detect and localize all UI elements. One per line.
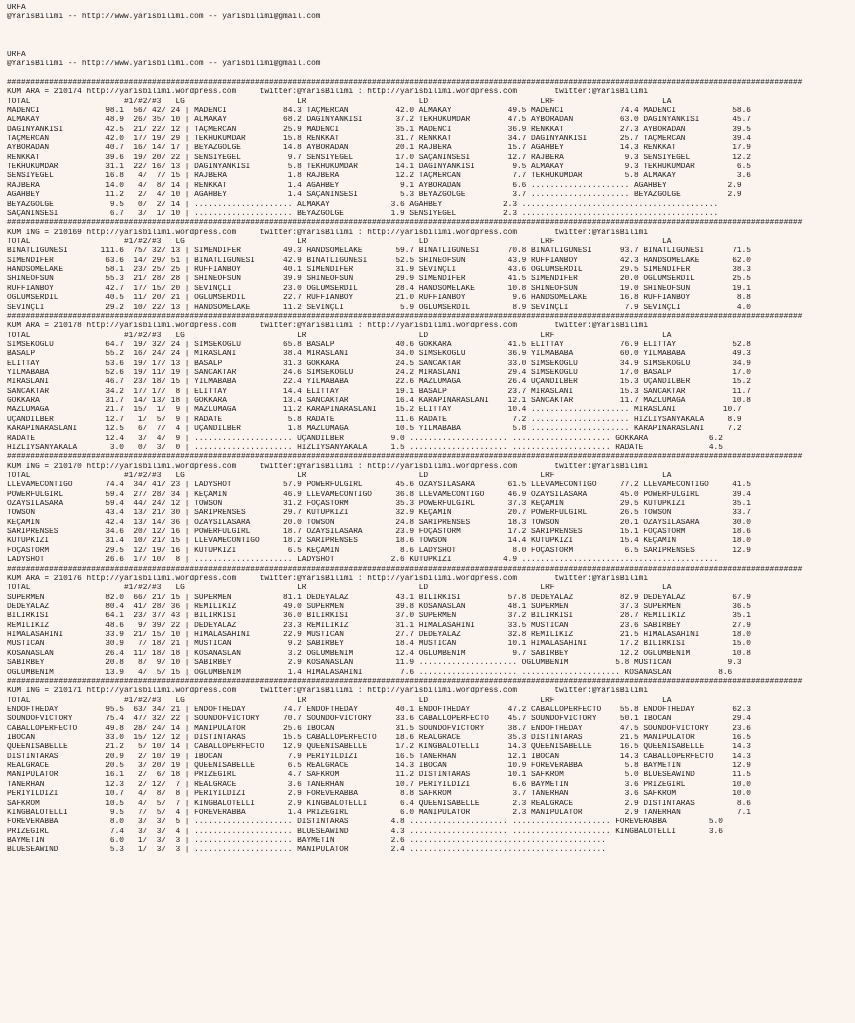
text-line: TOTAL #1/#2/#3 LG LR LD LRF LA — [7, 237, 672, 246]
text-line: FOREVERABBA 8.0 3/ 3/ 5 | ..................... DISTINTARAS 4.8 ..................... ..................... FOREVERABBA 5.0 — [7, 818, 723, 827]
text-line: SABIRBEY 20.8 8/ 9/ 10 | SABIRBEY 2.9 KOSANASLAN 11.9 ..................... OGLUMBENIM 5.8 MUSTICAN 9.3 — [7, 659, 742, 668]
text-line: LADYSHOT 26.6 17/ 10/ 8 | ..................... LADYSHOT 2.6 KUTUPKIZI 4.9 .......................................... — [7, 556, 719, 565]
text-line: ########################################################################################################################################################################## — [7, 312, 803, 321]
text-line: RENKKAT 39.6 19/ 20/ 22 | SENSIYEGEL 9.7 SENSIYEGEL 17.0 SAÇANINSESI 12.7 RAJBERA 9.3 SENSIYEGEL 12.2 — [7, 153, 751, 162]
text-line: ÖZAYSILASARA 59.4 44/ 24/ 12 | TOWSON 31.2 FOÇASTORM 35.3 POWERFULGIRL 37.3 KEÇAMIN 29.5 KUTUPKIZI 35.1 — [7, 500, 751, 509]
text-line: SOUNDOFVICTORY 75.4 47/ 32/ 22 | SOUNDOFVICTORY 70.7 SOUNDOFVICTORY 33.6 CABALLOPERFECTO 45.7 SOUNDOFVICTORY 50.1 IBOCAN 29.4 — [7, 715, 751, 724]
text-line: ########################################################################################################################################################################## — [7, 219, 803, 228]
text-line: SAFKROM 10.5 4/ 5/ 7 | KINGBALOTELLI 2.9 KINGBALOTELLI 6.4 QUEENISABELLE 2.3 REALGRACE 2.9 DISTINTARAS 8.6 — [7, 799, 751, 808]
text-line: MADENCI 98.1 56/ 42/ 24 | MADENCI 84.3 TAÇMERCAN 42.0 ALMAKAY 49.5 MADENCI 74.4 MADENCI 58.6 — [7, 106, 751, 115]
text-line: MANIPÜLATÖR 16.1 2/ 6/ 18 | PRIZEGIRL 4.7 SAFKROM 11.2 DISTINTARAS 10.1 SAFKROM 5.0 BLUESEAWIND 11.5 — [7, 771, 751, 780]
text-line: POWERFULGIRL 59.4 27/ 28/ 34 | KEÇAMIN 46.9 LLEVAMECONTIGO 36.8 LLEVAMECONTIGO 46.9 ÖZAYSILASARA 45.0 POWERFULGIRL 39.4 — [7, 490, 751, 499]
text-line: PERIYILDIZI 10.7 4/ 8/ 8 | PERIYILDIZI 2.9 FOREVERABBA 8.8 SAFKROM 3.7 TANERHAN 3.6 SAFKROM 10.0 — [7, 790, 751, 799]
text-line: SHINEOFSUN 55.3 21/ 28/ 28 | SHINEOFSUN 39.9 SHINEOFSUN 29.9 SIMENDIFER 41.5 SIMENDIFER 20.0 OGLUMSERDIL 25.5 — [7, 275, 751, 284]
text-line: QUEENISABELLE 21.2 5/ 10/ 14 | CABALLOPERFECTO 12.9 QUEENISABELLE 17.2 KINGBALOTELLI 14.3 QUEENISABELLE 16.5 QUEENISABELLE 14.3 — [7, 743, 751, 752]
text-line: KUM ING = 210169 http://yarisbilimi.wordpress.com twitter:@YarisBilimi : http://yarisbilimi.wordpress.com twitter:@YarisBilimi — [7, 228, 649, 237]
text-line: URFA — [7, 50, 26, 59]
text-line: KUM ING = 210171 http://yarisbilimi.wordpress.com twitter:@YarisBilimi : http://yarisbilimi.wordpress.com twitter:@YarisBilimi — [7, 687, 649, 696]
text-line: ALMAKAY 48.9 26/ 35/ 10 | ALMAKAY 68.2 DAGINYANKISI 37.2 TEKHÜKÜMDAR 47.5 AYBORADAN 63.0 DAGINYANKISI 45.7 — [7, 116, 751, 125]
text-line — [7, 41, 855, 50]
text-line: BASALP 55.2 16/ 24/ 24 | MIRASLANI 38.4 MIRASLANI 34.0 SIMSEKOGLU 36.9 YILMABABA 60.0 YILMABABA 49.3 — [7, 350, 751, 359]
text-line: ########################################################################################################################################################################## — [7, 453, 803, 462]
text-line: MUSTICAN 30.9 7/ 18/ 21 | MUSTICAN 9.2 SABIRBEY 18.4 MUSTICAN 10.1 HIMALASAHINI 17.2 BILIRKISI 15.0 — [7, 640, 751, 649]
text-line: TEKHÜKÜMDAR 31.1 22/ 16/ 13 | DAGINYANKISI 5.8 TEKHÜKÜMDAR 14.1 DAGINYANKISI 9.5 ALMAKAY 9.3 TEKHÜKÜMDAR 6.5 — [7, 163, 751, 172]
text-line: HANDSOMELAKE 58.1 23/ 25/ 25 | RUFFIANBOY 40.1 SIMENDIFER 31.9 SEVINÇLI 43.6 OGLUMSERDIL 29.5 SIMENDIFER 38.3 — [7, 266, 751, 275]
text-line: REALGRACE 20.5 3/ 20/ 19 | QUEENISABELLE 6.5 REALGRACE 14.3 IBOCAN 10.9 FOREVERABBA 5.8 BAYMETIN 12.9 — [7, 762, 751, 771]
text-line: KUM ARA = 210178 http://yarisbilimi.wordpress.com twitter:@YarisBilimi : http://yarisbilimi.wordpress.com twitter:@YarisBilimi — [7, 322, 649, 331]
text-line: ELITTAY 53.6 19/ 17/ 13 | BASALP 31.3 GÖKKARA 24.5 SANCAKTAR 33.0 SIMSEKOGLU 34.9 SIMSEKOGLU 34.9 — [7, 359, 751, 368]
text-line: RAJBERA 14.0 4/ 8/ 14 | RENKKAT 1.4 AGAHBEY 9.1 AYBORADAN 6.6 ..................... AGAHBEY 2.9 — [7, 181, 742, 190]
text-line: TOWSON 43.4 13/ 21/ 30 | SARIPRENSES 29.7 KUTUPKIZI 32.9 KEÇAMIN 20.7 POWERFULGIRL 26.5 TOWSON 33.7 — [7, 509, 751, 518]
text-line: ########################################################################################################################################################################## — [7, 677, 803, 686]
text-line: AGAHBEY 11.2 2/ 4/ 10 | AGAHBEY 1.4 SAÇANINSESI 5.3 BEYAZGÖLGE 3.7 ..................... BEYAZGÖLGE 2.9 — [7, 191, 742, 200]
text-line: KUM ING = 210170 http://yarisbilimi.wordpress.com twitter:@YarisBilimi : http://yarisbilimi.wordpress.com twitter:@YarisBilimi — [7, 462, 649, 471]
text-line: BAYMETIN 6.0 1/ 3/ 3 | ..................... BAYMETIN 2.6 .......................................... — [7, 836, 606, 845]
text-line: DAGINYANKISI 42.5 21/ 22/ 12 | TAÇMERCAN 25.9 MADENCI 35.1 MADENCI 36.9 RENKKAT 27.3 AYBORADAN 39.5 — [7, 125, 751, 134]
text-line: TOTAL #1/#2/#3 LG LR LD LRF LA — [7, 696, 672, 705]
text-line: SEVINÇLI 29.2 10/ 22/ 13 | HANDSOMELAKE 11.2 SEVINÇLI 5.9 OGLUMSERDIL 8.9 SEVINÇLI 7.9 SEVINÇLI 4.0 — [7, 303, 751, 312]
text-line: TAÇMERCAN 42.0 17/ 19/ 29 | TEKHÜKÜMDAR 15.8 RENKKAT 31.7 RENKKAT 34.7 DAGINYANKISI 25.7 TAÇMERCAN 39.4 — [7, 135, 751, 144]
text-line: @YarisBilimi -- http://www.yarisbilimi.com -- yarisbilimi@gmail.com — [7, 60, 321, 69]
text-line: LLEVAMECONTIGO 74.4 34/ 41/ 23 | LADYSHOT 57.9 POWERFULGIRL 45.6 ÖZAYSILASARA 61.5 LLEVAMECONTIGO 77.2 LLEVAMECONTIGO 41.5 — [7, 481, 751, 490]
text-line: URFA — [7, 4, 26, 12]
text-line — [7, 70, 855, 79]
text-line: KOSANASLAN 26.4 11/ 18/ 18 | KOSANASLAN 3.2 OGLUMBENIM 12.4 OGLUMBENIM 9.7 SABIRBEY 12.2 OGLUMBENIM 10.8 — [7, 649, 751, 658]
text-line: ########################################################################################################################################################################## — [7, 78, 803, 87]
text-line: FOÇASTORM 29.5 12/ 19/ 16 | KUTUPKIZI 6.5 KEÇAMIN 8.6 LADYSHOT 8.0 FOÇASTORM 6.5 SARIPRENSES 12.9 — [7, 546, 751, 555]
text-line: RUFFIANBOY 42.7 17/ 15/ 20 | SEVINÇLI 23.0 OGLUMSERDIL 28.4 HANDSOMELAKE 10.8 SHINEOFSUN 19.0 SHINEOFSUN 19.1 — [7, 284, 751, 293]
text-line: PRIZEGIRL 7.4 3/ 3/ 4 | ..................... BLUESEAWIND 4.3 ..................... ..................... KINGBALOTELLI 3.6 — [7, 827, 723, 836]
text-line: MAZLUMAGA 21.7 15/ 1/ 9 | MAZLUMAGA 11.2 KARAPINARASLANI 15.2 ELITTAY 10.4 ..................... MIRASLANI 10.7 — [7, 406, 742, 415]
text-line: REMILIKIZ 48.6 9/ 39/ 22 | DEDEYALAZ 23.3 REMILIKIZ 31.1 HIMALASAHINI 33.5 MUSTICAN 23.6 SABIRBEY 27.9 — [7, 621, 751, 630]
text-line: RADATE 12.4 3/ 4/ 9 | ..................... UÇANDILBER 9.0 ..................... ..................... GÖKKARA 6.2 — [7, 434, 723, 443]
text-line: KUM ARA = 210176 http://yarisbilimi.wordpress.com twitter:@YarisBilimi : http://yarisbilimi.wordpress.com twitter:@YarisBilimi — [7, 574, 649, 583]
text-line: SANCAKTAR 34.2 17/ 17/ 8 | ELITTAY 14.4 ELITTAY 19.1 BASALP 23.7 MIRASLANI 15.3 SANCAKTAR 11.7 — [7, 387, 751, 396]
text-line: TANERHAN 12.3 2/ 12/ 7 | REALGRACE 3.6 TANERHAN 10.7 PERIYILDIZI 6.6 BAYMETIN 3.6 PRIZEGIRL 10.0 — [7, 780, 751, 789]
text-line: MIRASLANI 46.7 23/ 18/ 15 | YILMABABA 22.4 YILMABABA 22.6 MAZLUMAGA 26.4 UÇANDILBER 15.3 UÇANDILBER 15.2 — [7, 378, 751, 387]
text-line: GÖKKARA 31.7 14/ 13/ 18 | GÖKKARA 13.4 SANCAKTAR 16.4 KARAPINARASLANI 12.1 SANCAKTAR 11.7 MAZLUMAGA 10.8 — [7, 397, 751, 406]
text-line: SIMSEKOGLU 64.7 19/ 32/ 24 | SIMSEKOGLU 65.8 BASALP 40.6 GÖKKARA 41.5 ELITTAY 76.9 ELITTAY 52.8 — [7, 340, 751, 349]
text-line: ENDOFTHEDAY 95.5 63/ 34/ 21 | ENDOFTHEDAY 74.7 ENDOFTHEDAY 40.1 ENDOFTHEDAY 47.2 CABALLOPERFECTO 55.8 ENDOFTHEDAY 62.3 — [7, 705, 751, 714]
text-line — [7, 32, 855, 41]
text-line — [7, 23, 855, 32]
text-line: KUM ARA = 210174 http://yarisbilimi.wordpress.com twitter:@YarisBilimi : http://yarisbilimi.wordpress.com twitter:@YarisBilimi — [7, 88, 649, 97]
text-line: SAÇANINSESI 6.7 3/ 1/ 10 | ..................... BEYAZGÖLGE 1.9 SENSIYEGEL 2.3 .......................................... — [7, 209, 719, 218]
text-line: BLUESEAWIND 5.3 1/ 3/ 3 | ..................... MANIPÜLATÖR 2.4 .......................................... — [7, 846, 606, 855]
text-line: AYBORADAN 40.7 16/ 14/ 17 | BEYAZGÖLGE 14.8 AYBORADAN 20.1 RAJBERA 15.7 AGAHBEY 14.3 RENKKAT 17.9 — [7, 144, 751, 153]
text-line: SARIPRENSES 34.6 20/ 12/ 16 | POWERFULGIRL 18.7 ÖZAYSILASARA 23.9 FOÇASTORM 17.2 SARIPRENSES 15.1 FOÇASTORM 18.6 — [7, 528, 751, 537]
text-line: DISTINTARAS 20.9 2/ 10/ 19 | IBOCAN 7.9 PERIYILDIZI 16.5 TANERHAN 12.1 IBOCAN 14.3 CABALLOPERFECTO 14.3 — [7, 752, 751, 761]
text-line: CABALLOPERFECTO 49.8 28/ 24/ 14 | MANIPÜLATÖR 25.6 IBOCAN 31.5 SOUNDOFVICTORY 38.7 ENDOFTHEDAY 47.5 SOUNDOFVICTORY 23.6 — [7, 724, 751, 733]
text-line: OGLUMBENIM 13.9 4/ 5/ 15 | OGLUMBENIM 1.4 HIMALASAHINI 7.6 ..................... ..................... KOSANASLAN 8.6 — [7, 668, 733, 677]
text-line: DEDEYALAZ 80.4 41/ 28/ 36 | REMILIKIZ 49.0 SÜPERMEN 39.8 KOSANASLAN 48.1 SÜPERMEN 37.3 SÜPERMEN 36.5 — [7, 603, 751, 611]
text-line: @YarisBilimi -- http://www.yarisbilimi.com -- yarisbilimi@gmail.com — [7, 13, 321, 22]
text-line: KINGBALOTELLI 9.5 7/ 5/ 4 | FOREVERABBA 1.4 PRIZEGIRL 6.0 MANIPÜLATÖR 2.3 MANIPÜLATÖR 2.9 TANERHAN 7.1 — [7, 808, 751, 817]
text-line: SENSIYEGEL 16.8 4/ 7/ 15 | RAJBERA 1.8 RAJBERA 12.2 TAÇMERCAN 7.7 TEKHÜKÜMDAR 5.8 ALMAKAY 3.6 — [7, 172, 751, 181]
text-line: TOTAL #1/#2/#3 LG LR LD LRF LA — [7, 97, 672, 106]
text-line: SÜPERMEN 82.0 66/ 21/ 15 | SÜPERMEN 81.1 DEDEYALAZ 43.1 BILIRKISI 57.8 DEDEYALAZ 82.9 DEDEYALAZ 67.9 — [7, 593, 751, 602]
text-line: TOTAL #1/#2/#3 LG LR LD LRF LA — [7, 331, 672, 340]
text-line: IBOCAN 33.0 15/ 12/ 12 | DISTINTARAS 15.5 CABALLOPERFECTO 18.6 REALGRACE 35.3 DISTINTARAS 21.5 MANIPÜLATÖR 16.5 — [7, 734, 751, 743]
text-line: BINATLIGÜNESI 111.6 75/ 32/ 13 | SIMENDIFER 49.3 HANDSOMELAKE 59.7 BINATLIGÜNESI 70.8 BINATLIGÜNESI 93.7 BINATLIGÜNESI 71.5 — [7, 247, 751, 256]
text-line: UÇANDILBER 12.7 1/ 5/ 9 | RADATE 5.8 RADATE 11.6 RADATE 7.2 ..................... HIZLIYSANYAKALA 8.9 — [7, 415, 742, 424]
text-line: ########################################################################################################################################################################## — [7, 565, 803, 574]
text-line: KUTUPKIZI 31.4 10/ 21/ 15 | LLEVAMECONTIGO 18.2 SARIPRENSES 18.6 TOWSON 14.4 KUTUPKIZI 15.4 KEÇAMIN 18.0 — [7, 537, 751, 546]
text-line: BILIRKISI 64.1 23/ 37/ 43 | BILIRKISI 36.0 BILIRKISI 37.0 SÜPERMEN 37.2 BILIRKISI 28.7 REMILIKIZ 35.1 — [7, 612, 751, 621]
text-line: SIMENDIFER 63.6 14/ 29/ 51 | BINATLIGÜNESI 42.9 BINATLIGÜNESI 52.5 SHINEOFSUN 43.9 RUFFIANBOY 42.3 HANDSOMELAKE 62.0 — [7, 256, 751, 265]
text-line: TOTAL #1/#2/#3 LG LR LD LRF LA — [7, 584, 672, 593]
text-line: BEYAZGÖLGE 9.5 0/ 2/ 14 | ..................... ALMAKAY 3.6 AGAHBEY 2.3 .......................................... — [7, 200, 719, 209]
text-line: HIMALASAHINI 33.9 21/ 15/ 10 | HIMALASAHINI 22.9 MUSTICAN 27.7 DEDEYALAZ 32.8 REMILIKIZ 21.5 HIMALASAHINI 18.0 — [7, 631, 751, 640]
text-line: TOTAL #1/#2/#3 LG LR LD LRF LA — [7, 471, 672, 480]
text-line: HIZLIYSANYAKALA 3.0 0/ 3/ 0 | ..................... HIZLIYSANYAKALA 1.5 ..................... ..................... RADATE 4.5 — [7, 443, 723, 452]
text-line: OGLUMSERDIL 40.5 11/ 20/ 21 | OGLUMSERDIL 22.7 RUFFIANBOY 21.0 RUFFIANBOY 9.6 HANDSOMELAKE 16.8 RUFFIANBOY 8.8 — [7, 294, 751, 303]
text-line: KEÇAMIN 42.4 13/ 14/ 36 | ÖZAYSILASARA 20.0 TOWSON 24.8 SARIPRENSES 18.3 TOWSON 20.1 ÖZAYSILASARA 30.0 — [7, 518, 751, 527]
text-line: YILMABABA 52.6 19/ 11/ 19 | SANCAKTAR 24.6 SIMSEKOGLU 24.2 MIRASLANI 29.4 SIMSEKOGLU 17.0 BASALP 17.0 — [7, 369, 751, 378]
text-line: KARAPINARASLANI 12.5 6/ 7/ 4 | UÇANDILBER 1.8 MAZLUMAGA 10.5 YILMABABA 5.8 ..................... KARAPINARASLANI 7.2 — [7, 425, 742, 434]
